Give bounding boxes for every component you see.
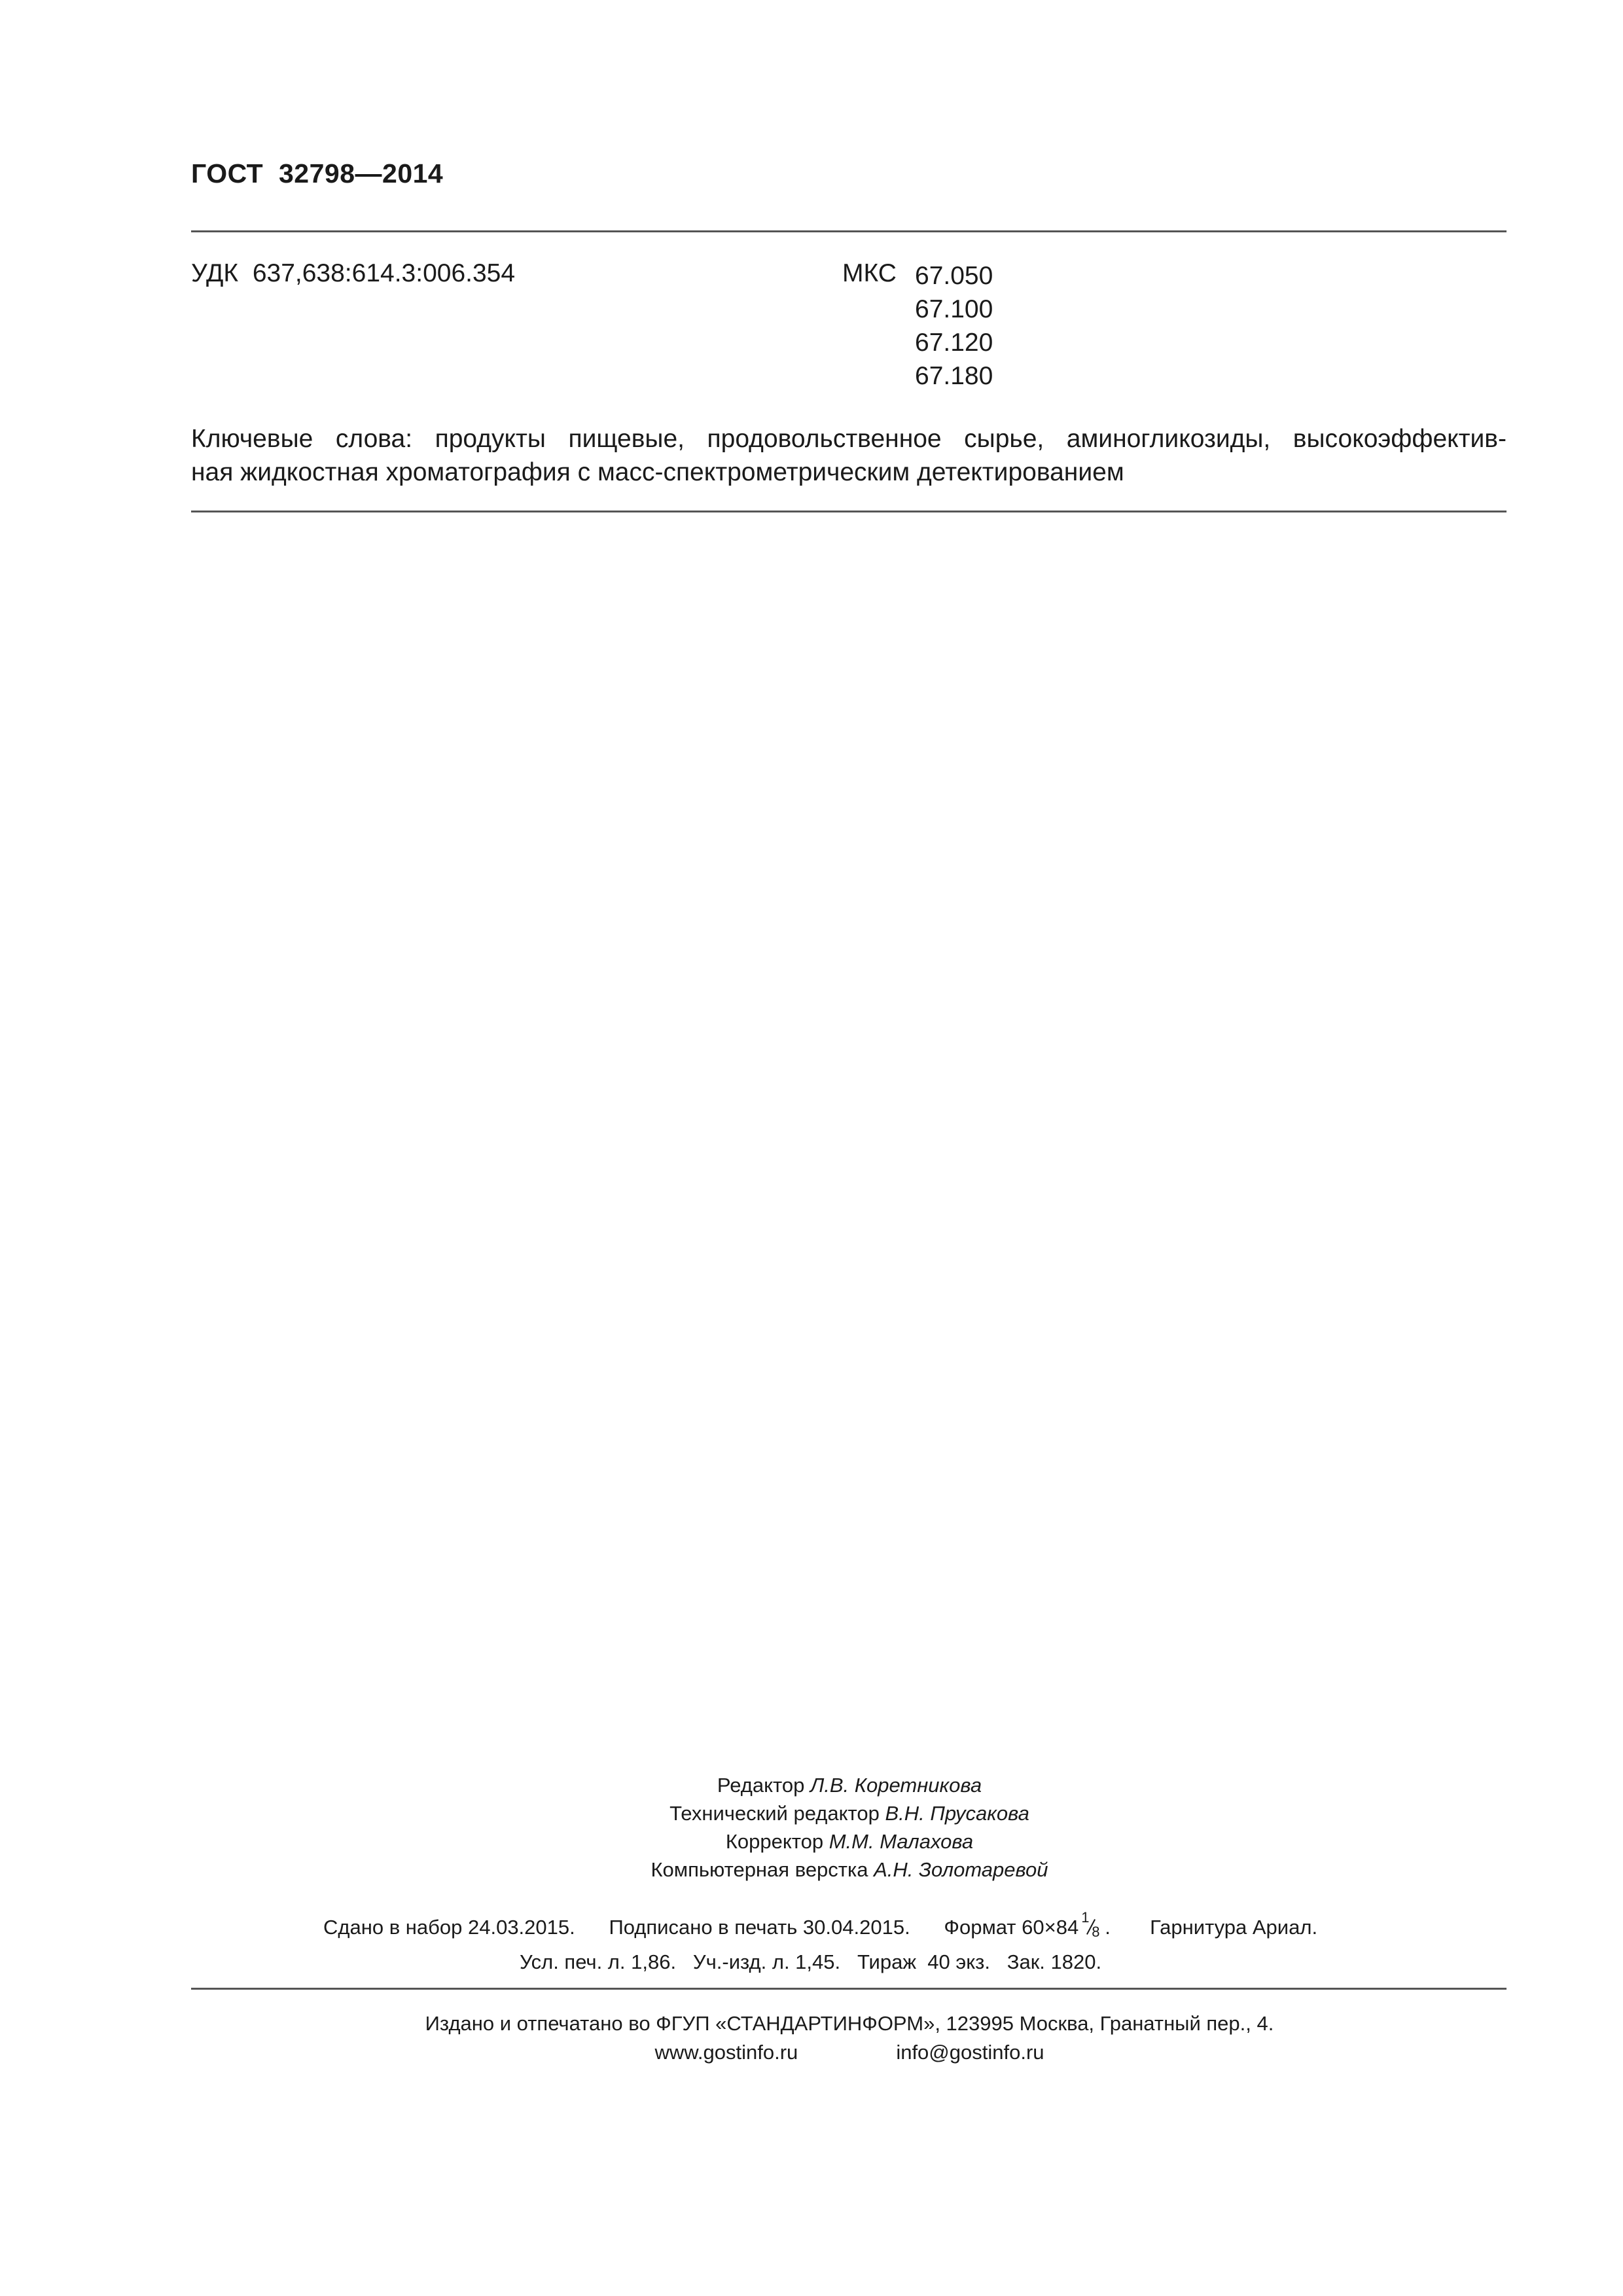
keywords-paragraph [191, 422, 1507, 489]
mks-label: МКС [842, 259, 897, 287]
credits-block [0, 1771, 1623, 1884]
mks-code: 67.120 [915, 329, 993, 357]
imprint-line-2: Усл. печ. л. 1,86. Уч.-изд. л. 1,45. Тираж 40 экз. Зак. 1820. [520, 1950, 1102, 1973]
imprint-divider [191, 1988, 1507, 1990]
format-end: . [1105, 1916, 1111, 1939]
publisher-address: Издано и отпечатано во ФГУП «СТАНДАРТИНФОРМ», 123995 Москва, Гранатный пер., 4. [425, 2012, 1274, 2035]
credit-role: Редактор [717, 1774, 805, 1797]
format-fraction [1079, 1909, 1105, 1941]
credit-role: Компьютерная верстка [651, 1858, 868, 1881]
credit-name: М.М. Малахова [829, 1830, 974, 1853]
mks-code: 67.180 [915, 362, 993, 390]
mks-code-list [915, 259, 993, 393]
imprint-format [944, 1909, 1111, 1941]
credit-technical-editor [0, 1799, 1623, 1827]
imprint-signed: Подписано в печать 30.04.2015. [609, 1916, 910, 1939]
fraction-numerator: 1 [1081, 1909, 1090, 1926]
credit-name: А.Н. Золотаревой [874, 1858, 1048, 1881]
top-divider [191, 230, 1507, 232]
publisher-email-link[interactable]: info@gostinfo.ru [896, 2041, 1044, 2064]
keywords-divider [191, 511, 1507, 512]
credit-proofreader [0, 1827, 1623, 1856]
credit-name: В.Н. Прусакова [885, 1802, 1029, 1825]
credit-role: Корректор [725, 1830, 824, 1853]
udk-code: УДК 637,638:614.3:006.354 [191, 259, 516, 287]
mks-code: 67.100 [915, 295, 993, 323]
credit-editor [0, 1771, 1623, 1799]
publisher-contacts [0, 2038, 1623, 2067]
imprint-line-1 [323, 1909, 1318, 1941]
publisher-website-link[interactable]: www.gostinfo.ru [654, 2041, 798, 2064]
credit-name: Л.В. Коретникова [810, 1774, 982, 1797]
imprint-submitted: Сдано в набор 24.03.2015. [323, 1916, 575, 1939]
mks-code: 67.050 [915, 262, 993, 290]
fraction-denominator: 8 [1092, 1924, 1100, 1940]
format-label: Формат 60×84 [944, 1916, 1079, 1939]
publisher-block [0, 2009, 1623, 2067]
keywords-line: Ключевые слова: продукты пищевые, продовольственное сырье, аминогликозиды, высокоэффектив- [191, 425, 1507, 453]
imprint-typeface: Гарнитура Ариал. [1150, 1916, 1318, 1939]
credit-layout [0, 1856, 1623, 1884]
credit-role: Технический редактор [669, 1802, 880, 1825]
keywords-line: ная жидкостная хроматография с масс-спектрометрическим детектированием [191, 458, 1124, 486]
standard-id-header: ГОСТ 32798—2014 [191, 158, 444, 188]
